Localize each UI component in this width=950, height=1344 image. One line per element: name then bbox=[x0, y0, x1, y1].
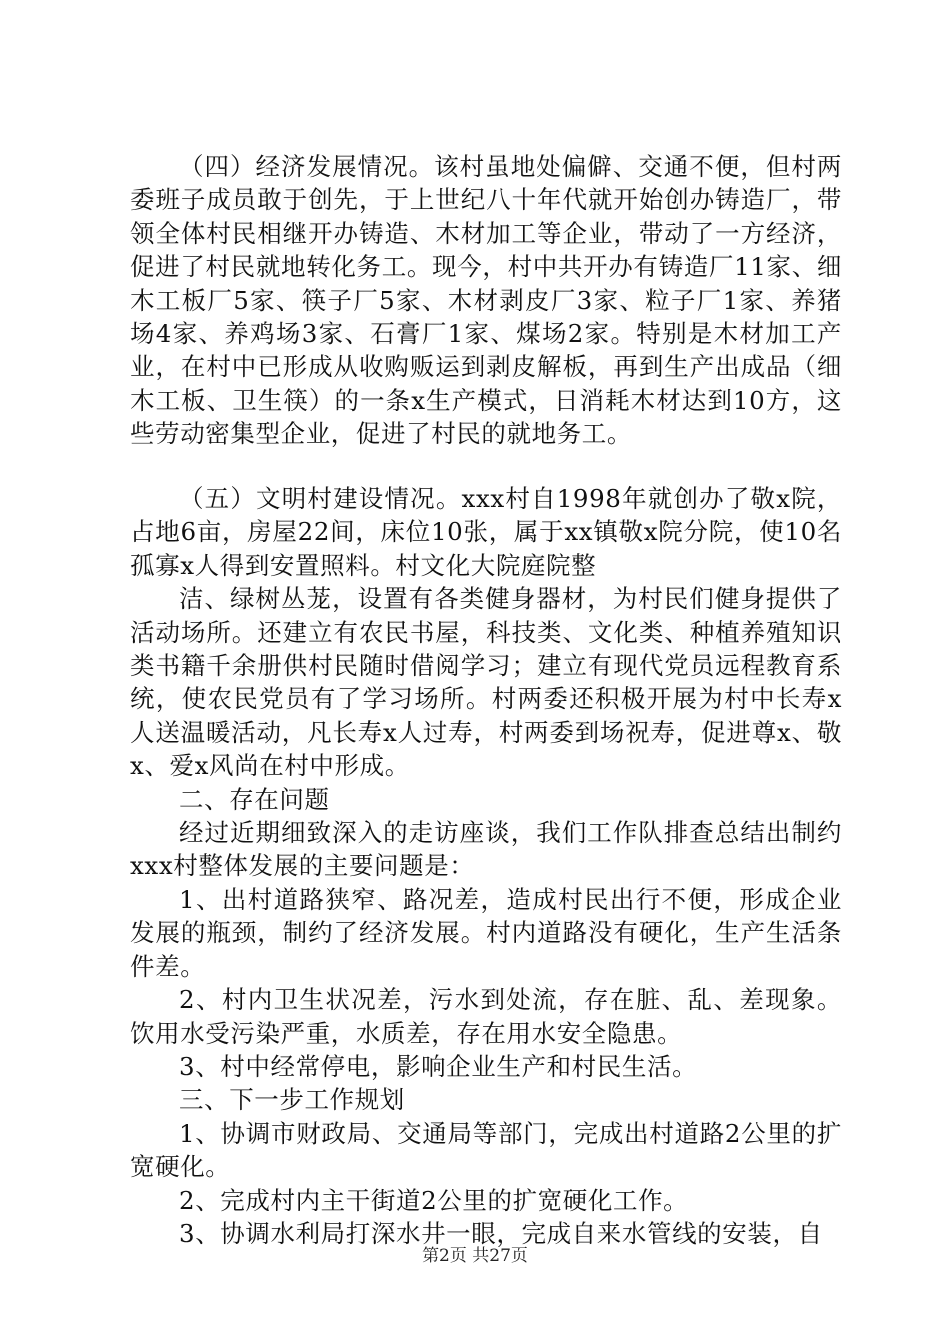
paragraph-plan-3: 3、协调水利局打深水井一眼，完成自来水管线的安装，自 bbox=[179, 1218, 823, 1248]
paragraph-problems-intro: 经过近期细致深入的走访座谈，我们工作队排查总结出制约xxx村整体发展的主要问题是： bbox=[130, 818, 842, 881]
paragraph-problem-2: 2、村内卫生状况差，污水到处流，存在脏、乱、差现象。饮用水受污染严重，水质差，存在用水安全隐患。 bbox=[130, 985, 842, 1048]
paragraph-problem-3: 3、村中经常停电，影响企业生产和村民生活。 bbox=[179, 1051, 698, 1081]
paragraph-section-4: （四）经济发展情况。该村虽地处偏僻、交通不便，但村两委班子成员敢于创先，于上世纪八十年代就开始创办铸造厂，带领全体村民相继开办铸造、木材加工等企业，带动了一方经济，促进了村民就地转化务工。现今，村中共开办有铸造厂11家、细木工板厂5家、筷子厂5家、木材剥皮厂3家、粒子厂1家、养猪场4家、养鸡场3家、石膏厂1家、煤场2家。特别是木材加工产业，在村中已形成从收购贩运到剥皮解板，再到生产出成品（细木工板、卫生筷）的一条x生产模式，日消耗木材达到10方，这些劳动密集型企业，促进了村民的就地务工。 bbox=[130, 152, 842, 449]
section-economic-development bbox=[130, 150, 842, 451]
paragraph-plan-2: 2、完成村内主干街道2公里的扩宽硬化工作。 bbox=[179, 1185, 689, 1215]
heading-existing-problems: 二、存在问题 bbox=[179, 784, 330, 814]
section-civilized-village bbox=[130, 482, 842, 1250]
paragraph-plan-1: 1、协调市财政局、交通局等部门，完成出村道路2公里的扩宽硬化。 bbox=[130, 1118, 842, 1182]
paragraph-problem-1: 1、出村道路狭窄、路况差，造成村民出行不便，形成企业发展的瓶颈，制约了经济发展。村内道路没有硬化，生产生活条件差。 bbox=[130, 884, 842, 981]
page-number-footer: 第2页 共27页 bbox=[422, 1246, 528, 1266]
paragraph-section-5-part-1: （五）文明村建设情况。xxx村自1998年就创办了敬x院，占地6亩，房屋22间，床位10张，属于xx镇敬x院分院，使10名孤寡x人得到安置照料。村文化大院庭院整 bbox=[130, 484, 842, 580]
paragraph-section-5-part-2: 洁、绿树丛茏，设置有各类健身器材，为村民们健身提供了活动场所。还建立有农民书屋，科技类、文化类、种植养殖知识类书籍千余册供村民随时借阅学习；建立有现代党员远程教育系统，使农民党员有了学习场所。村两委还积极开展为村中长寿x人送温暖活动，凡长寿x人过寿，村两委到场祝寿，促进尊x、敬x、爱x风尚在村中形成。 bbox=[130, 584, 842, 781]
heading-next-steps: 三、下一步工作规划 bbox=[179, 1085, 405, 1115]
